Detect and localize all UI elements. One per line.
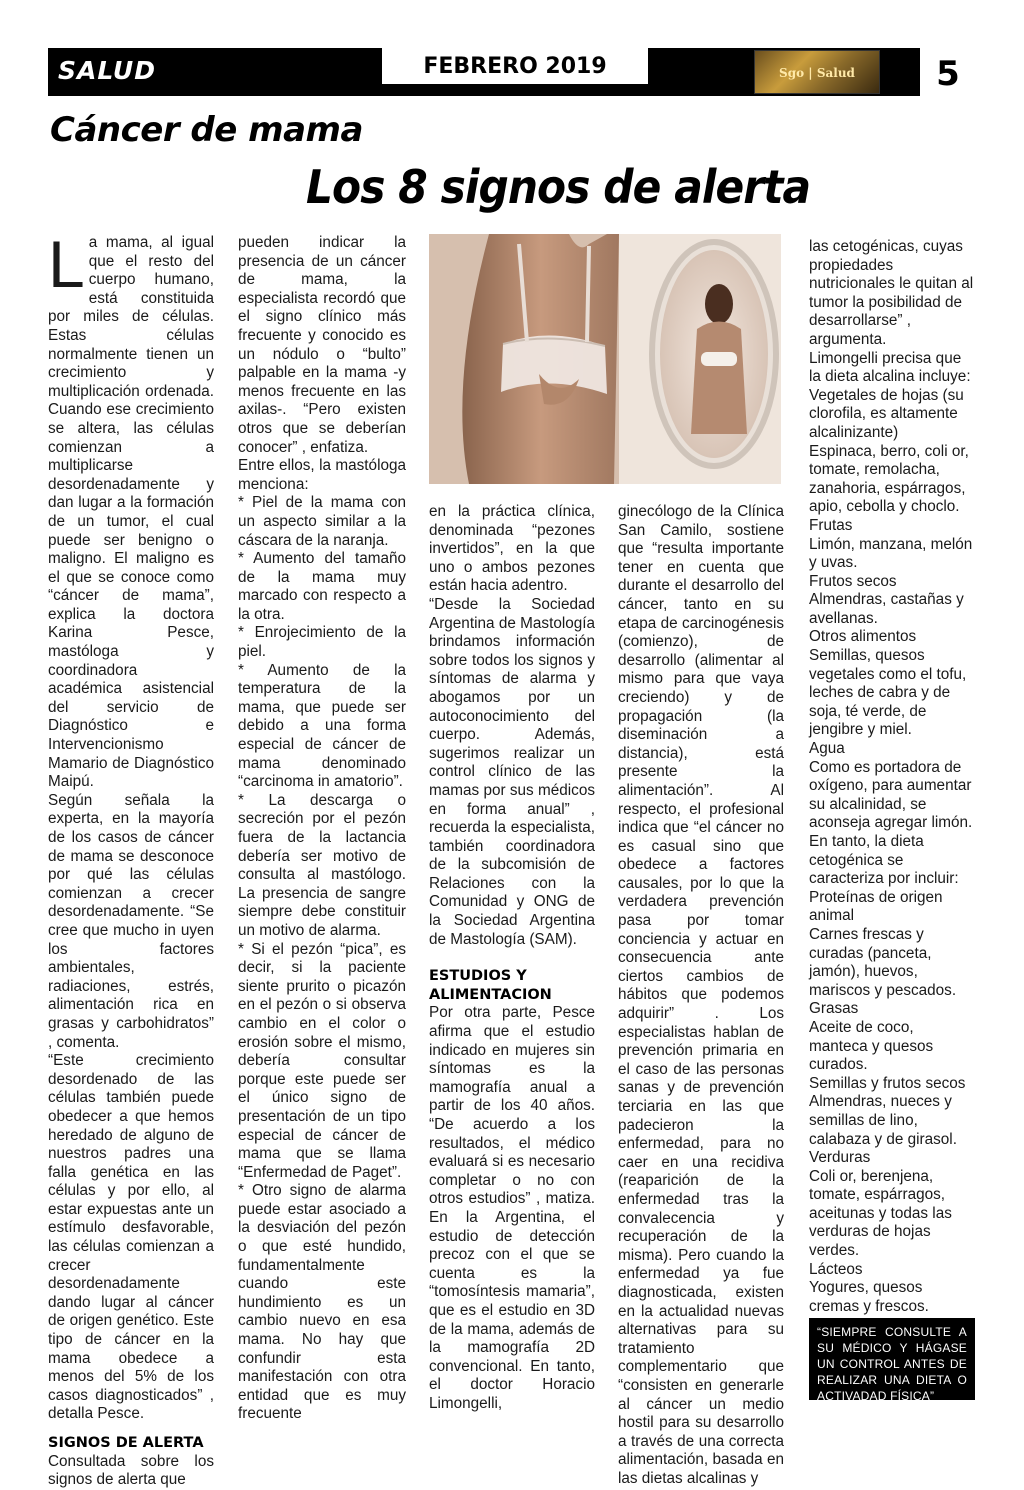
list-item: En tanto, la dieta cetogénica se caracteriza por incluir: [809,833,959,888]
list-item: Lácteos [809,1260,863,1278]
paragraph: en la práctica clínica, denominada “pezones invertidos”, en la que uno o ambos pezones están hacia adentro. [429,503,595,595]
list-item: Verduras [809,1149,871,1167]
list-item: * Si el pezón “pica”, es decir, si la paciente siente prurito o picazón en el pezón o si observa cambio en el color o erosión sobre el mismo, debería consultar porque este puede ser el único signo de presentación de un tipo especial de cáncer de mama que se llama “Enfermedad de Paget”. [238,940,406,1181]
list-item: Almendras, castañas y avellanas. [809,591,964,627]
list-item: Almendras, nueces y semillas de lino, calabaza y de girasol. [809,1093,957,1148]
subheading-estudios: ESTUDIOS Y ALIMENTACION [429,968,552,1003]
subheading-signos: SIGNOS DE ALERTA [48,1435,204,1451]
section-label: SALUD [58,56,156,85]
paragraph: “Desde la Sociedad Argentina de Mastología brindamos información sobre todos los signos y síntomas de alarma y abogamos por un autoconocimiento del cuerpo. Además, sugerimos realizar un control clínico de las mamas por sus médicos en forma anual” , recuerda la especialista, también coordinadora de la subcomisión de Relaciones con la Comunidad y ONG de la Sociedad Argentina de Mastología (SAM). [429,595,595,948]
page-number: 5 [920,48,976,96]
article-column-3 [429,503,595,1414]
paragraph: Según señala la experta, en la mayoría de los casos de cáncer de mama se desconoce por qué las células comienzan a crecer desordenadamente. “Se cree que mucho in uyen los factores ambientales, radiaciones, estrés, alimentación rica en grasas y carbohidratos” , comenta. [48,791,214,1051]
paragraph: a mama, al igual que el resto del cuerpo humano, está constituida por miles de células. Estas células normalmente tienen un crecimiento y multiplicación ordenada. Cuando ese crecimiento se altera, las células comienzan a multiplicarse desordenadamente y dan lugar a la formación de un tumor, el cual puede ser benigno o maligno. El maligno es el que se conoce como “cáncer de mama”, explica la doctora Karina Pesce, mastóloga y coordinadora académica asistencial del servicio de Diagnóstico e Intervencionismo Mamario de Diagnóstico Maipú. [48,234,214,791]
paragraph: las cetogénicas, cuyas propiedades nutricionales le quitan al tumor la posibilidad de desarrollarse” , argumenta. [809,238,974,348]
issue-date: FEBRERO 2019 [380,48,650,86]
drop-cap: L [48,227,85,301]
article-kicker: Cáncer de mama [50,110,363,150]
article-column-2 [238,234,406,1424]
paragraph: ginecólogo de la Clínica San Camilo, sostiene que “resulta importante tener en cuenta que durante el desarrollo del cáncer, tanto en su etapa de carcinogénesis (comienzo), de desarrollo (alimentar al mismo para que vaya creciendo) y de propagación (la diseminación a distancia), está presente la alimentación”. Al respecto, el profesional indica que “el cáncer no es casual sino que obedece a factores causales, por lo que la verdadera prevención pasa por tomar conciencia y actuar en consecuencia ante ciertos cambios de hábitos que podemos adquirir” . Los especialistas hablan de prevención primaria en el caso de las personas sanas y de prevención terciaria en las que padecieron la enfermedad, para no caer en una recidiva (reaparición de la enfermedad tras la convalecencia y recuperación de la misma). Pero cuando la enfermedad ya fue diagnosticada, existen en la actualidad nuevas alternativas para su tratamiento complementario que “consisten en generarle al cáncer un medio hostil para su desarrollo a través de una correcta alimentación, basada en las dietas alcalinas y [618,503,784,1487]
list-item: Aceite de coco, manteca y quesos curados. [809,1018,934,1074]
list-item: * Otro signo de alarma puede estar asociado a la desviación del pezón o que esté hundido, fundamentalmente cuando este hundimiento es un cambio nuevo en esa mama. No hay que confundir esta manifestación con otra entidad que es muy frecuente [238,1182,406,1423]
list-item: Frutos secos [809,572,897,590]
list-item: Semillas, quesos vegetales como el tofu, leches de cabra y de soja, té verde, de jengibre y miel. [809,647,967,739]
article-headline: Los 8 signos de alerta [306,160,811,214]
paragraph: Por otra parte, Pesce afirma que el estudio indicado en mujeres sin síntomas es la mamografía anual a partir de los 40 años. “De acuerdo a los resultados, el médico evaluará si es necesario completar o no con otros estudios” , matiza. En la Argentina, el estudio de detección precoz con el que se cuenta es la “tomosíntesis mamaria”, que es el estudio en 3D de la mama, además de la mamografía 2D convencional. En tanto, el doctor Horacio Limongelli, [429,1004,595,1412]
article-column-5 [809,238,975,1316]
article-column-4 [618,503,784,1488]
list-item: Semillas y frutos secos [809,1074,966,1092]
list-item: Grasas [809,1000,859,1018]
article-column-1 [48,227,214,1490]
article-photo [429,234,781,484]
list-item: Otros alimentos [809,628,917,646]
list-item: Limón, manzana, melón y uvas. [809,535,973,572]
paragraph: Limongelli precisa que la dieta alcalina incluye: [809,349,971,386]
paragraph: Consultada sobre los signos de alerta que [48,1452,214,1489]
list-item: Vegetales de hojas (su clorofila, es altamente alcalinizante) [809,386,964,441]
list-item: * Aumento del tamaño de la mama muy marcado con respecto a la otra. [238,550,406,623]
list-item: * La descarga o secreción por el pezón fuera de la lactancia debería ser motivo de consulta al mastólogo. La presencia de sangre siempre debe constituir un motivo de alarma. [238,791,406,939]
list-item: * Aumento de la temperatura de la mama, que puede ser debido a una forma especial de cáncer de mama denominado “carcinoma in amatorio”. [238,661,406,791]
paragraph: Entre ellos, la mastóloga menciona: [238,457,406,493]
list-item: Yogures, quesos cremas y frescos. [809,1279,929,1315]
list-item: * Piel de la mama con un aspecto similar a la cáscara de la naranja. [238,494,406,549]
paragraph: pueden indicar la presencia de un cáncer de mama, la especialista recordó que el signo clínico más frecuente y conocido es un nódulo o “bulto” palpable en la mama -y menos frecuente en las axilas-. “Pero existen otros que se deberían conocer” , enfatiza. [238,234,406,456]
list-item: Agua [809,740,845,758]
list-item: Carnes frescas y curadas (panceta, jamón), huevos, mariscos y pescados. [809,925,957,999]
publication-logo: Sgo | Salud [754,50,880,94]
list-item: Coli or, berenjena, tomate, espárragos, aceitunas y todas las verduras de hojas verdes. [809,1167,952,1260]
paragraph: “Este crecimiento desordenado de las células también puede obedecer a que hemos heredado de alguno de nuestros padres una falla genética en las células y por ello, al estar expuestas ante un estímulo desfavorable, las células comienzan a crecer desordenadamente dando lugar al cáncer de origen genético. Este tipo de cáncer en la mama obedece a menos del 5% de los casos diagnosticados” , detalla Pesce. [48,1052,214,1423]
list-item: Como es portadora de oxígeno, para aumentar su alcalinidad, se aconseja agregar limón. [809,758,973,832]
list-item: Proteínas de origen animal [809,888,943,925]
list-item: Espinaca, berro, coli or, tomate, remolacha, zanahoria, espárragos, apio, cebolla y choclo. [809,442,969,516]
photo-illustration [429,234,781,484]
list-item: * Enrojecimiento de la piel. [238,624,406,661]
advice-callout: “SIEMPRE CONSULTE A SU MÉDICO Y HÁGASE UN CONTROL ANTES DE REALIZAR UNA DIETA O ACTIVADAD FÍSICA” [809,1318,975,1400]
list-item: Frutas [809,516,853,534]
